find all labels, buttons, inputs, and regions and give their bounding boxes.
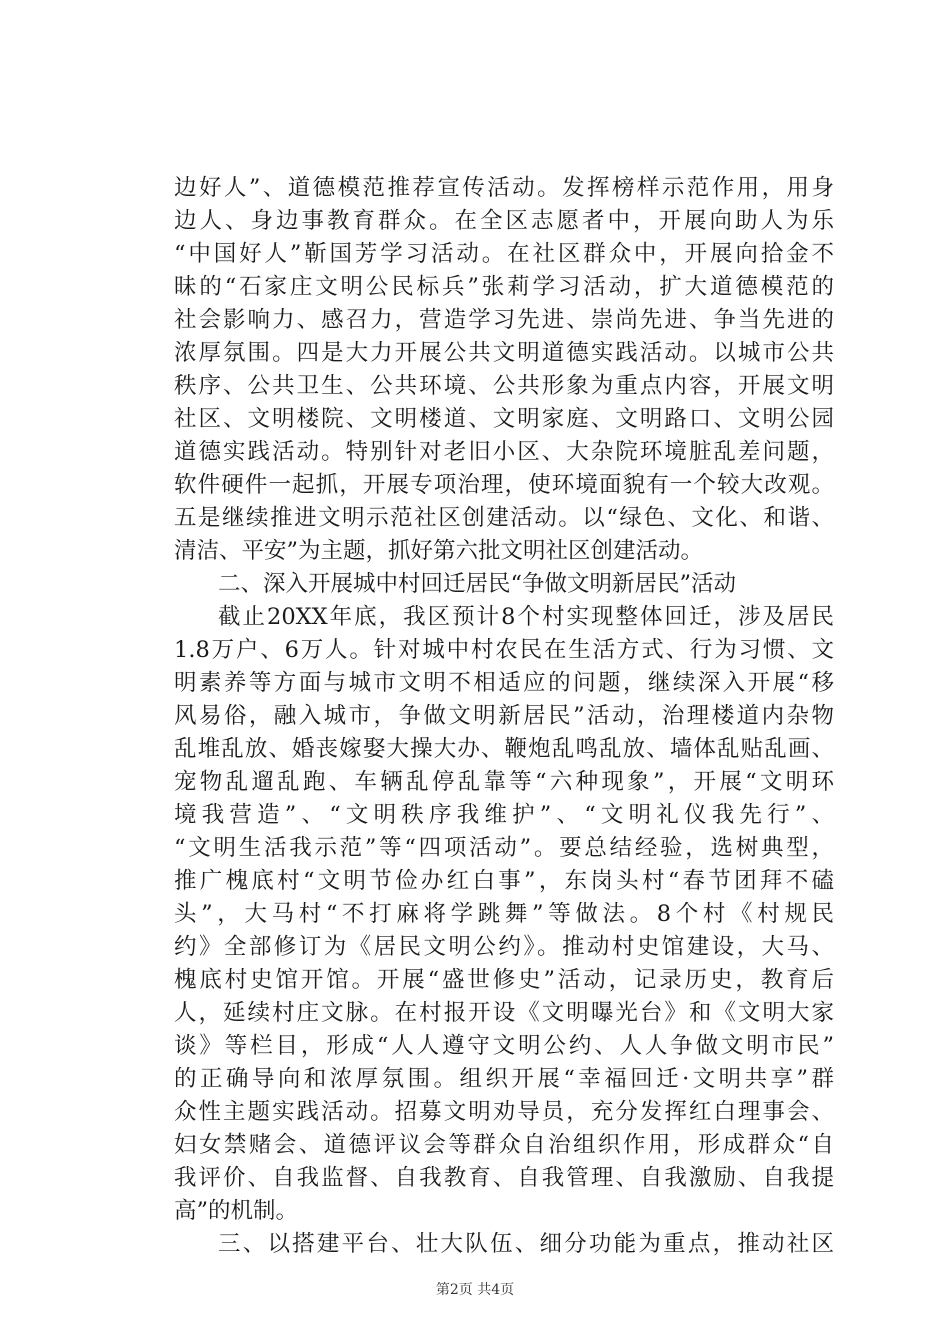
text-line: 三、以搭建平台、壮大队伍、细分功能为重点，推动社区 [218,1231,834,1257]
page-footer: 第2页 共4页 [435,1282,515,1298]
text-line: 清洁、平安”为主题，抓好第六批文明社区创建活动。 [174,538,704,564]
text-line: 谈》等栏目，形成“人人遵守文明公约、人人争做文明市民” [174,1033,834,1059]
text-line: 社区、文明楼院、文明楼道、文明家庭、文明路口、文明公园 [174,406,834,432]
text-line: 浓厚氛围。四是大力开展公共文明道德实践活动。以城市公共 [174,340,834,366]
text-line: “中国好人”靳国芳学习活动。在社区群众中，开展向拾金不 [174,241,834,267]
text-line: 社会影响力、感召力，营造学习先进、崇尚先进、争当先进的 [174,307,834,333]
text-line: 宠物乱遛乱跑、车辆乱停乱靠等“六种现象”，开展“文明环 [174,769,834,795]
text-line: 约》全部修订为《居民文明公约》。推动村史馆建设，大马、 [174,934,834,960]
text-line: 我评价、自我监督、自我教育、自我管理、自我激励、自我提 [174,1165,834,1191]
text-line: 道德实践活动。特别针对老旧小区、大杂院环境脏乱差问题， [174,439,834,465]
text-line: 妇女禁赌会、道德评议会等群众自治组织作用，形成群众“自 [174,1132,834,1158]
text-line: 推广槐底村“文明节俭办红白事”，东岗头村“春节团拜不磕 [174,868,834,894]
text-line: 边人、身边事教育群众。在全区志愿者中，开展向助人为乐 [174,208,834,234]
text-line: 边好人”、道德模范推荐宣传活动。发挥榜样示范作用，用身 [174,175,834,201]
text-line: 五是继续推进文明示范社区创建活动。以“绿色、文化、和谐、 [174,505,834,531]
text-line: 众性主题实践活动。招募文明劝导员，充分发挥红白理事会、 [174,1099,834,1125]
text-line: 境我营造”、“文明秩序我维护”、“文明礼仪我先行”、 [174,802,834,828]
document-body [174,172,834,1261]
text-line: 乱堆乱放、婚丧嫁娶大操大办、鞭炮乱鸣乱放、墙体乱贴乱画、 [174,736,834,762]
text-line: 的正确导向和浓厚氛围。组织开展“幸福回迁·文明共享”群 [174,1066,834,1092]
text-line: “文明生活我示范”等“四项活动”。要总结经验，选树典型， [174,835,834,861]
text-line: 1.8万户、6万人。针对城中村农民在生活方式、行为习惯、文 [174,637,834,663]
text-line: 软件硬件一起抓，开展专项治理，使环境面貌有一个较大改观。 [174,472,834,498]
text-line: 昧的“石家庄文明公民标兵”张莉学习活动，扩大道德模范的 [174,274,834,300]
text-line: 人，延续村庄文脉。在村报开设《文明曝光台》和《文明大家 [174,1000,834,1026]
text-line: 截止20XX年底，我区预计8个村实现整体回迁，涉及居民 [218,604,834,630]
text-line: 头”，大马村“不打麻将学跳舞”等做法。8个村《村规民 [174,901,834,927]
text-line: 风易俗，融入城市，争做文明新居民”活动，治理楼道内杂物 [174,703,834,729]
text-line: 高”的机制。 [174,1198,299,1224]
text-line: 秩序、公共卫生、公共环境、公共形象为重点内容，开展文明 [174,373,834,399]
text-line: 二、深入开展城中村回迁居民“争做文明新居民”活动 [218,571,737,597]
text-line: 槐底村史馆开馆。开展“盛世修史”活动，记录历史，教育后 [174,967,834,993]
text-line: 明素养等方面与城市文明不相适应的问题，继续深入开展“移 [174,670,834,696]
